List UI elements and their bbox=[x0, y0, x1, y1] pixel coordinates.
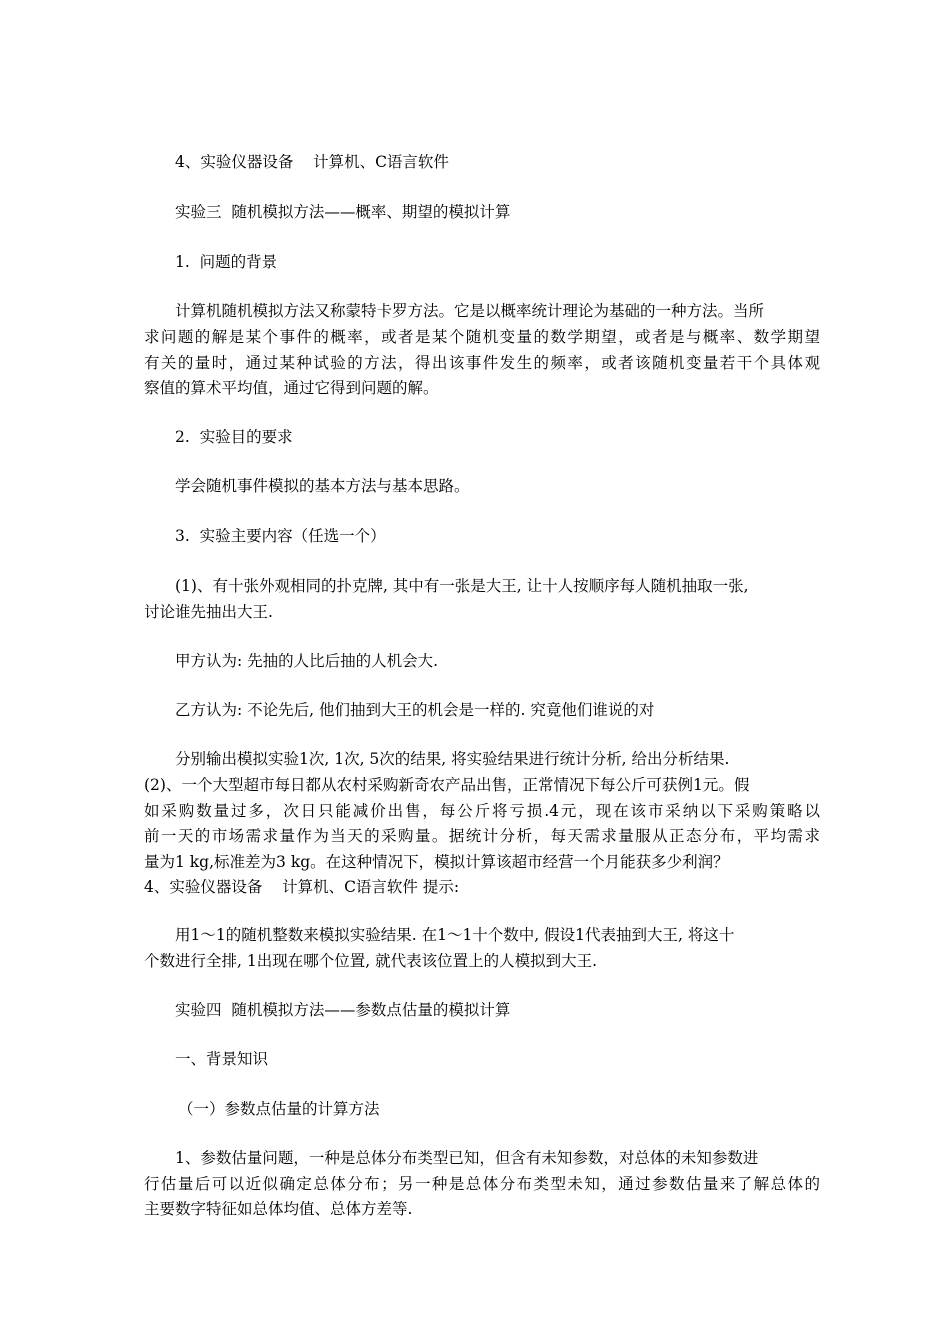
output-instruction: 分别输出模拟实验1次, 1次, 5次的结果, 将实验结果进行统计分析, 给出分析结果. bbox=[175, 750, 730, 768]
problem-1-line: (1)、有十张外观相同的扑克牌, 其中有一张是大王, 让十人按顺序每人随机抽取一张, bbox=[175, 577, 749, 595]
paragraph-line: 求问题的解是某个事件的概率，或者是某个随机变量的数学期望，或者是与概率、数学期望 bbox=[144, 328, 820, 346]
experiment-3-title: 实验三 随机模拟方法——概率、期望的模拟计算 bbox=[175, 203, 511, 221]
party-a-opinion: 甲方认为: 先抽的人比后抽的人机会大. bbox=[175, 652, 439, 670]
paragraph-line: 计算机随机模拟方法又称蒙特卡罗方法。它是以概率统计理论为基础的一种方法。当所 bbox=[175, 302, 765, 320]
paragraph-line: 主要数字特征如总体均值、总体方差等. bbox=[144, 1200, 413, 1218]
problem-2-line: 量为1 kg,标准差为3 kg。在这种情况下，模拟计算该超市经营一个月能获多少利润？ bbox=[144, 853, 729, 871]
problem-2-line: 前一天的市场需求量作为当天的采购量。据统计分析，每天需求量服从正态分布，平均需求 bbox=[144, 827, 820, 845]
hint-line: 用1～1的随机整数来模拟实验结果. 在1～1十个数中, 假设1代表抽到大王, 将这十 bbox=[175, 926, 735, 944]
section-goal-heading: 2. 实验目的要求 bbox=[175, 428, 293, 446]
paragraph-line: 察值的算术平均值，通过它得到问题的解。 bbox=[144, 379, 439, 397]
paragraph-line: 行估量后可以近似确定总体分布；另一种是总体分布类型未知，通过参数估量来了解总体的 bbox=[144, 1175, 820, 1193]
goal-text: 学会随机事件模拟的基本方法与基本思路。 bbox=[175, 477, 470, 495]
experiment-4-title: 实验四 随机模拟方法——参数点估量的模拟计算 bbox=[175, 1001, 511, 1019]
background-knowledge-heading: 一、背景知识 bbox=[175, 1050, 269, 1068]
paragraph-line: 1、参数估量问题，一种是总体分布类型已知，但含有未知参数，对总体的未知参数进 bbox=[175, 1149, 759, 1167]
paragraph-line: 有关的量时，通过某种试验的方法，得出该事件发生的频率，或者该随机变量若干个具体观 bbox=[144, 354, 820, 372]
problem-2-line: 如采购数量过多，次日只能减价出售，每公斤将亏损.4元，现在该市采纳以下采购策略以 bbox=[144, 802, 820, 820]
subsection-heading: （一）参数点估量的计算方法 bbox=[178, 1100, 380, 1118]
problem-1-line: 讨论谁先抽出大王. bbox=[144, 603, 273, 621]
problem-2-line: (2)、一个大型超市每日都从农村采购新奇农产品出售，正常情况下每公斤可获例1元。假 bbox=[144, 776, 750, 794]
equipment-line-1: 4、实验仪器设备 计算机、C语言软件 bbox=[175, 153, 449, 171]
hint-line: 个数进行全排, 1出现在哪个位置, 就代表该位置上的人模拟到大王. bbox=[144, 952, 597, 970]
party-b-opinion: 乙方认为: 不论先后, 他们抽到大王的机会是一样的. 究竟他们谁说的对 bbox=[175, 701, 655, 719]
equipment-line-2: 4、实验仪器设备 计算机、C语言软件 提示: bbox=[144, 878, 460, 896]
section-content-heading: 3. 实验主要内容（任选一个） bbox=[175, 527, 386, 545]
section-background-heading: 1. 问题的背景 bbox=[175, 253, 278, 271]
